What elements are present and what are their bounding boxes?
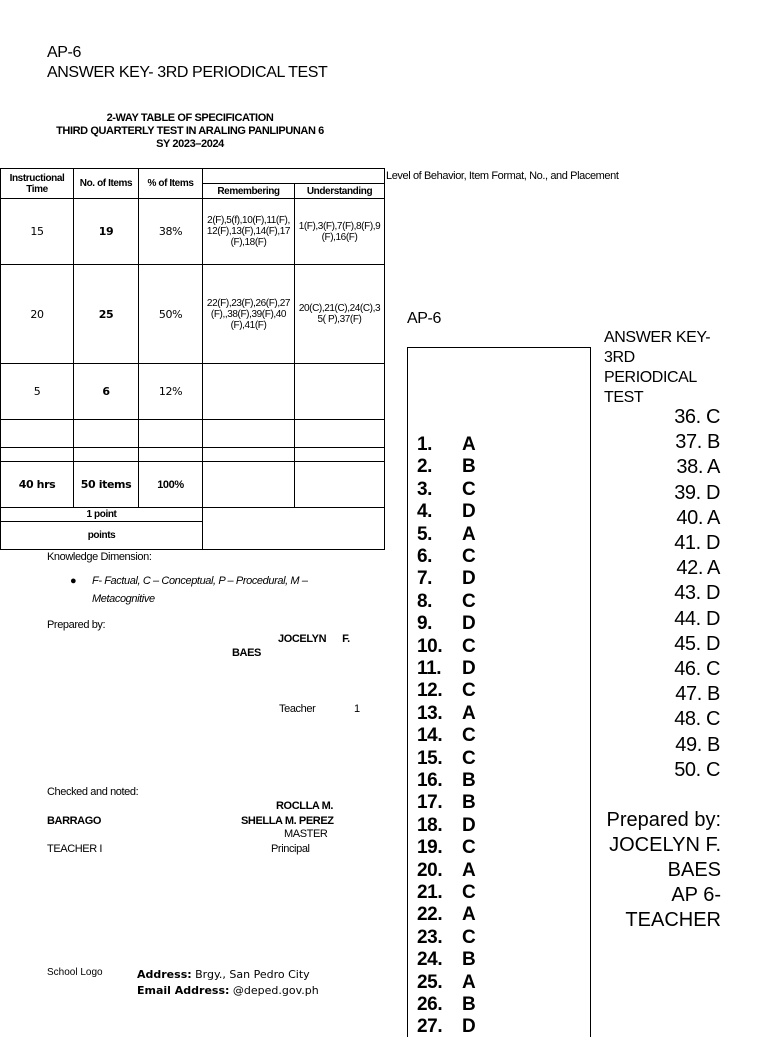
level-of-behavior-caption: Level of Behavior, Item Format, No., and Placement bbox=[386, 170, 619, 182]
answer-letter: A bbox=[462, 523, 476, 545]
principal-name: SHELLA M. PEREZ bbox=[241, 815, 334, 827]
answer-number: 17. bbox=[417, 792, 443, 814]
table-of-specification bbox=[0, 168, 385, 550]
cell-time: 15 bbox=[1, 199, 74, 265]
answer-key-title-line: TEST bbox=[604, 389, 644, 406]
right-prepared-line: TEACHER bbox=[625, 909, 721, 931]
answer-key-subject: AP-6 bbox=[407, 310, 441, 327]
bullet-icon: ● bbox=[70, 575, 77, 587]
answer-number: 19. bbox=[417, 837, 443, 859]
answer-number: 18. bbox=[417, 814, 443, 836]
answer-letter: D bbox=[462, 568, 476, 590]
answer-number: 24. bbox=[417, 949, 443, 971]
right-prepared-line: JOCELYN F. bbox=[609, 834, 721, 856]
answer-number: 21. bbox=[417, 882, 443, 903]
answer-letter: B bbox=[462, 770, 476, 791]
table-row-empty bbox=[1, 448, 385, 462]
answer-number: 20. bbox=[417, 859, 443, 881]
cell-remembering: 2(F),5(f),10(F),11(F),12(F),13(F),14(F),17(F),18(F) bbox=[203, 199, 295, 265]
right-prepared-line: AP 6- bbox=[671, 884, 721, 906]
email-value: @deped.gov.ph bbox=[229, 984, 319, 997]
col-header-no-of-items: No. of Items bbox=[74, 169, 139, 199]
answer-number: 12. bbox=[417, 680, 443, 702]
answer-number: 11. bbox=[417, 658, 442, 679]
answer-number: 4. bbox=[417, 501, 433, 523]
list-item: 42. A bbox=[676, 557, 720, 580]
document-subject: AP-6 bbox=[47, 44, 81, 61]
answer-letter: C bbox=[462, 546, 476, 567]
table-row bbox=[1, 364, 385, 420]
col-header-level-spacer bbox=[203, 169, 385, 184]
answer-number: 27. bbox=[417, 1016, 443, 1038]
preparer-name-part2: BAES bbox=[232, 647, 261, 659]
tos-title-3: SY 2023–2024 bbox=[156, 138, 224, 150]
preparer-role: Teacher bbox=[279, 703, 316, 715]
answer-letter: C bbox=[462, 635, 476, 657]
cell-percent: 50% bbox=[139, 265, 203, 364]
table-row-point bbox=[1, 508, 385, 522]
answer-key-title bbox=[604, 328, 724, 408]
answer-number: 9. bbox=[417, 613, 433, 635]
answer-number: 14. bbox=[417, 725, 443, 747]
table-row bbox=[1, 199, 385, 265]
list-item: 45. D bbox=[674, 632, 720, 655]
answer-key-title-line: PERIODICAL bbox=[604, 369, 697, 386]
col-header-remembering: Remembering bbox=[203, 184, 295, 199]
table-row-total bbox=[1, 462, 385, 508]
answer-letter: B bbox=[462, 949, 476, 971]
checker-title-master: MASTER bbox=[284, 828, 328, 840]
cell-time: 5 bbox=[1, 364, 74, 420]
cell-items: 19 bbox=[74, 199, 139, 265]
preparer-name-part1: JOCELYN F. bbox=[278, 633, 350, 645]
answer-number: 3. bbox=[417, 478, 433, 500]
list-item: 36. C bbox=[674, 406, 720, 428]
answer-letter: D bbox=[462, 501, 476, 523]
cell-remembering bbox=[203, 364, 295, 420]
list-item: 50. C bbox=[674, 758, 720, 781]
answer-letter: C bbox=[462, 882, 476, 903]
cell-time: 20 bbox=[1, 265, 74, 364]
tos-titles bbox=[0, 112, 380, 151]
footer-address-block bbox=[137, 967, 319, 999]
answer-number: 26. bbox=[417, 994, 443, 1015]
tos-title-2: THIRD QUARTERLY TEST IN ARALING PANLIPUNAN 6 bbox=[56, 125, 324, 137]
document-title: ANSWER KEY- 3RD PERIODICAL TEST bbox=[47, 64, 328, 81]
checker-title-teacher: TEACHER I bbox=[47, 843, 103, 855]
address-value: Brgy., San Pedro City bbox=[191, 968, 310, 981]
cell-points: points bbox=[1, 522, 203, 550]
answer-number: 23. bbox=[417, 926, 443, 948]
right-prepared-line: Prepared by: bbox=[606, 809, 721, 831]
preparer-role-number: 1 bbox=[354, 703, 360, 715]
principal-title: Principal bbox=[271, 843, 310, 855]
answer-number: 16. bbox=[417, 770, 443, 791]
answer-number: 8. bbox=[417, 590, 433, 612]
address-label: Address: bbox=[137, 968, 192, 981]
table-row-empty bbox=[1, 420, 385, 448]
cell-understanding: 1(F),3(F),7(F),8(F),9(F),16(F) bbox=[295, 199, 385, 265]
list-item: 48. C bbox=[674, 708, 720, 731]
list-item: 41. D bbox=[674, 532, 720, 554]
answer-letter: B bbox=[462, 792, 476, 814]
cell-percent: 12% bbox=[139, 364, 203, 420]
answer-number: 6. bbox=[417, 546, 433, 567]
email-line bbox=[137, 983, 319, 999]
answer-letter: C bbox=[462, 926, 476, 948]
answer-number: 2. bbox=[417, 456, 433, 478]
answer-number: 13. bbox=[417, 702, 443, 724]
cell-point-spacer bbox=[203, 508, 385, 550]
answer-letter: D bbox=[462, 658, 476, 679]
list-item: 40. A bbox=[676, 506, 720, 529]
answer-letter: C bbox=[462, 680, 476, 702]
answer-number: 1. bbox=[417, 434, 433, 455]
cell-total-percent: 100% bbox=[139, 462, 203, 508]
answer-letter: D bbox=[462, 613, 476, 635]
email-label: Email Address: bbox=[137, 984, 230, 997]
list-item: 44. D bbox=[674, 607, 720, 630]
list-item: 46. C bbox=[674, 658, 720, 680]
answer-letter: A bbox=[462, 904, 476, 926]
col-header-understanding: Understanding bbox=[295, 184, 385, 199]
right-prepared-block bbox=[595, 808, 721, 933]
checker-name-part1: ROCLLA M. bbox=[276, 800, 334, 812]
list-item: 49. B bbox=[675, 733, 720, 756]
list-item: 39. D bbox=[674, 481, 720, 504]
checked-noted-label: Checked and noted: bbox=[47, 786, 139, 798]
answer-letter: C bbox=[462, 590, 476, 612]
answer-letter: D bbox=[462, 1016, 476, 1038]
answer-letter: C bbox=[462, 478, 476, 500]
answer-letter: C bbox=[462, 747, 476, 769]
address-line bbox=[137, 967, 319, 983]
answer-letter: B bbox=[462, 456, 476, 478]
right-prepared-line: BAES bbox=[667, 859, 721, 881]
cell-total-items: 50 items bbox=[74, 462, 139, 508]
answer-letter: D bbox=[462, 814, 476, 836]
answer-letter: C bbox=[462, 837, 476, 859]
answer-letter: B bbox=[462, 994, 476, 1015]
answer-letter: A bbox=[462, 702, 476, 724]
knowledge-dimension-label: Knowledge Dimension: bbox=[47, 551, 152, 563]
list-item: 43. D bbox=[674, 582, 720, 605]
cell-total-time: 40 hrs bbox=[1, 462, 74, 508]
cell-percent: 38% bbox=[139, 199, 203, 265]
cell-items: 25 bbox=[74, 265, 139, 364]
answer-key-title-line: ANSWER KEY- bbox=[604, 329, 711, 346]
answer-letter: C bbox=[462, 725, 476, 747]
list-item: 38. A bbox=[676, 456, 720, 479]
answer-number: 5. bbox=[417, 523, 433, 545]
table-row bbox=[1, 265, 385, 364]
answer-letter: A bbox=[462, 971, 476, 993]
checker-name-part2: BARRAGO bbox=[47, 815, 102, 827]
list-item: 47. B bbox=[675, 683, 720, 706]
answer-number: 15. bbox=[417, 747, 443, 769]
answer-number: 10. bbox=[417, 635, 443, 657]
cell-understanding bbox=[295, 364, 385, 420]
cell-point: 1 point bbox=[1, 508, 203, 522]
knowledge-dimension-text: F- Factual, C – Conceptual, P – Procedural, M – Metacognitive bbox=[92, 575, 308, 605]
answer-letter: A bbox=[462, 859, 476, 881]
answer-number: 22. bbox=[417, 904, 443, 926]
prepared-by-label: Prepared by: bbox=[47, 619, 106, 631]
cell-understanding: 20(C),21(C),24(C),35( P),37(F) bbox=[295, 265, 385, 364]
school-logo: School Logo bbox=[47, 967, 103, 978]
answer-number: 7. bbox=[417, 568, 433, 590]
col-header-instructional-time: Instructional Time bbox=[1, 169, 74, 199]
col-header-percent-items: % of Items bbox=[139, 169, 203, 199]
tos-title-1: 2-WAY TABLE OF SPECIFICATION bbox=[106, 112, 274, 124]
cell-remembering: 22(F),23(F),26(F),27(F),,38(F),39(F),40(F),41(F) bbox=[203, 265, 295, 364]
answer-key-title-line: 3RD bbox=[604, 349, 635, 366]
answer-letter: A bbox=[462, 434, 476, 455]
cell-items: 6 bbox=[74, 364, 139, 420]
answer-number: 25. bbox=[417, 971, 443, 993]
list-item: 37. B bbox=[675, 431, 720, 454]
